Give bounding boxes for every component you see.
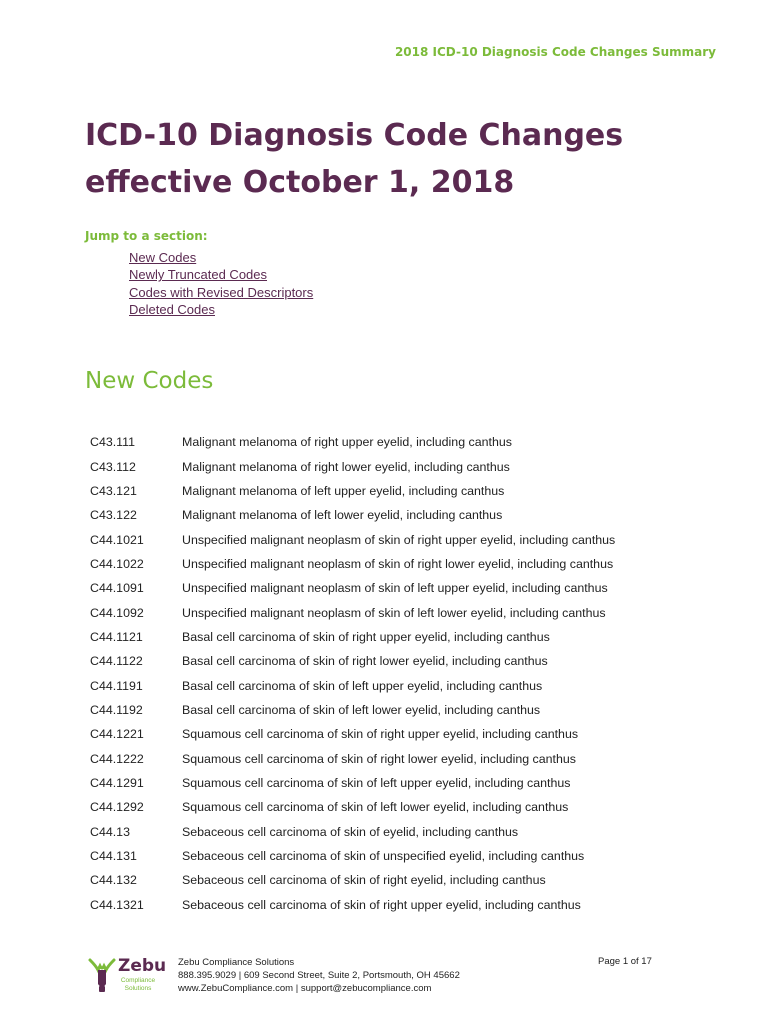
code-cell: C43.111 bbox=[90, 435, 136, 450]
footer-contact-info bbox=[178, 956, 460, 996]
jump-link-newly-truncated-codes[interactable]: Newly Truncated Codes bbox=[129, 267, 268, 283]
description-cell: Basal cell carcinoma of skin of left lower eyelid, including canthus bbox=[182, 702, 541, 717]
code-cell: C44.131 bbox=[90, 849, 137, 864]
description-cell: Sebaceous cell carcinoma of skin of right eyelid, including canthus bbox=[182, 873, 546, 888]
description-cell: Squamous cell carcinoma of skin of left lower eyelid, including canthus bbox=[182, 800, 569, 815]
code-cell: C43.122 bbox=[90, 508, 137, 523]
jump-link-revised-descriptors[interactable]: Codes with Revised Descriptors bbox=[129, 284, 314, 300]
code-cell: C43.112 bbox=[90, 459, 136, 474]
description-cell: Basal cell carcinoma of skin of right upper eyelid, including canthus bbox=[182, 629, 550, 644]
code-cell: C44.1022 bbox=[90, 556, 144, 571]
table-row bbox=[90, 552, 615, 576]
table-row bbox=[90, 698, 615, 722]
footer-contact: www.ZebuCompliance.com | support@zebucompliance.com bbox=[178, 983, 432, 995]
document-header-title: 2018 ICD-10 Diagnosis Code Changes Summary bbox=[394, 45, 716, 59]
table-row bbox=[90, 649, 615, 673]
code-cell: C44.1192 bbox=[90, 702, 143, 717]
jump-to-section-label: Jump to a section: bbox=[85, 229, 208, 243]
page-title bbox=[85, 112, 705, 206]
table-row bbox=[90, 673, 615, 697]
title-line-2: effective October 1, 2018 bbox=[85, 165, 515, 200]
jump-links-list bbox=[129, 249, 313, 319]
footer-company: Zebu Compliance Solutions bbox=[178, 957, 295, 968]
code-cell: C44.132 bbox=[90, 873, 137, 888]
table-row bbox=[90, 625, 615, 649]
code-cell: C44.1091 bbox=[90, 581, 144, 596]
description-cell: Sebaceous cell carcinoma of skin of unspecified eyelid, including canthus bbox=[182, 849, 585, 864]
footer-address: 888.395.9029 | 609 Second Street, Suite 2, Portsmouth, OH 45662 bbox=[178, 970, 460, 982]
table-row bbox=[90, 893, 615, 917]
code-cell: C44.1291 bbox=[90, 775, 144, 790]
description-cell: Malignant melanoma of right lower eyelid, including canthus bbox=[182, 459, 510, 474]
code-cell: C43.121 bbox=[90, 483, 137, 498]
new-codes-table bbox=[90, 430, 615, 917]
description-cell: Malignant melanoma of right upper eyelid, including canthus bbox=[182, 435, 512, 450]
description-cell: Squamous cell carcinoma of skin of left upper eyelid, including canthus bbox=[182, 775, 571, 790]
code-cell: C44.1191 bbox=[90, 678, 143, 693]
description-cell: Malignant melanoma of left lower eyelid, including canthus bbox=[182, 508, 503, 523]
table-row bbox=[90, 820, 615, 844]
table-row bbox=[90, 722, 615, 746]
code-cell: C44.1092 bbox=[90, 605, 144, 620]
logo-subtitle: Compliance Solutions bbox=[120, 977, 156, 992]
table-row bbox=[90, 454, 615, 478]
table-row bbox=[90, 576, 615, 600]
description-cell: Squamous cell carcinoma of skin of right upper eyelid, including canthus bbox=[182, 727, 579, 742]
table-row bbox=[90, 600, 615, 624]
page-footer bbox=[0, 950, 768, 1010]
description-cell: Basal cell carcinoma of skin of right lower eyelid, including canthus bbox=[182, 654, 548, 669]
description-cell: Sebaceous cell carcinoma of skin of eyelid, including canthus bbox=[182, 824, 519, 839]
description-cell: Unspecified malignant neoplasm of skin of left upper eyelid, including canthus bbox=[182, 581, 608, 596]
table-row bbox=[90, 430, 615, 454]
code-cell: C44.1222 bbox=[90, 751, 144, 766]
table-row bbox=[90, 503, 615, 527]
table-row bbox=[90, 868, 615, 892]
description-cell: Sebaceous cell carcinoma of skin of right upper eyelid, including canthus bbox=[182, 897, 581, 912]
code-cell: C44.1021 bbox=[90, 532, 144, 547]
description-cell: Malignant melanoma of left upper eyelid, including canthus bbox=[182, 483, 505, 498]
code-cell: C44.1321 bbox=[90, 897, 144, 912]
code-cell: C44.1221 bbox=[90, 727, 144, 742]
jump-link-new-codes[interactable]: New Codes bbox=[129, 250, 197, 265]
code-cell: C44.1122 bbox=[90, 654, 143, 669]
table-row bbox=[90, 795, 615, 819]
description-cell: Unspecified malignant neoplasm of skin of right lower eyelid, including canthus bbox=[182, 556, 614, 571]
title-line-1: ICD-10 Diagnosis Code Changes bbox=[85, 118, 624, 153]
table-row bbox=[90, 746, 615, 770]
code-cell: C44.1121 bbox=[90, 629, 143, 644]
table-row bbox=[90, 479, 615, 503]
table-row bbox=[90, 771, 615, 795]
description-cell: Unspecified malignant neoplasm of skin of left lower eyelid, including canthus bbox=[182, 605, 606, 620]
description-cell: Basal cell carcinoma of skin of left upper eyelid, including canthus bbox=[182, 678, 543, 693]
logo-wordmark: Zebu bbox=[118, 956, 167, 976]
description-cell: Squamous cell carcinoma of skin of right lower eyelid, including canthus bbox=[182, 751, 576, 766]
section-title-new-codes: New Codes bbox=[85, 368, 214, 394]
jump-link-deleted-codes[interactable]: Deleted Codes bbox=[129, 302, 215, 318]
code-cell: C44.1292 bbox=[90, 800, 144, 815]
table-row bbox=[90, 527, 615, 551]
code-cell: C44.13 bbox=[90, 824, 130, 839]
page-number: Page 1 of 17 bbox=[598, 956, 652, 967]
description-cell: Unspecified malignant neoplasm of skin of right upper eyelid, including canthus bbox=[182, 532, 616, 547]
table-row bbox=[90, 844, 615, 868]
